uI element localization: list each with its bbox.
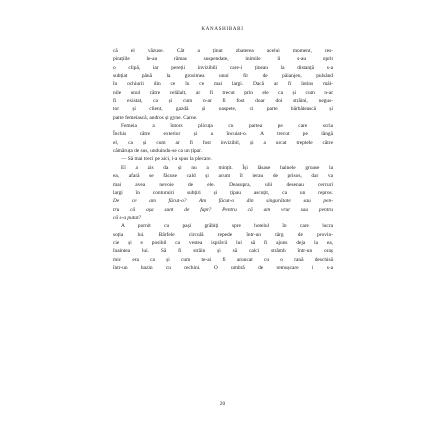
text-line: El a zis da și nu a mințit. Își lăsase hainele groase la [121,164,333,171]
text-line: mic era ca și cum te-ai fi aruncat cu o rană deschisă [113,256,333,263]
text-line: mai avea nevoie de ele. Deasupra, ulii desenau cercuri [113,181,333,188]
text-line: el, ca și cum ar fi fost invizibil, și a urcat treptele către [113,139,333,146]
running-header: KANASHIBARI [201,27,244,32]
text-line: că el văzuse. Cât a ținut zbaterea acelui moment, res- [113,48,333,54]
text-line: cie și e posibil ca vestea isprăvii lui să fi ajuns deja la ea, [113,239,333,246]
text-line: soția lui. Bârfele circulă repede într-un târg de provin- [113,231,333,238]
text-line: ea, afară se făcuse cald și acum îl ierau de prisos, dar va [113,173,333,180]
text-line: tor și client, gazdă și oaspete, ci parte bărbătească și [113,106,333,113]
text-line: fi existat, ca și cum n-ar fi fost doar doi străini, negus- [113,98,333,105]
text-line: largi în conturuiri subțiri și țipau ascuțit, ca un repros. [113,189,333,196]
text-line: în ochiurii din ce în ce mai largi. Dacă ar fi întins mâi- [113,81,333,88]
text-line: că s-a putut? [113,214,142,221]
text-line: parte femeiască, andros și gyne. Carne. [113,114,198,121]
page-number: 20 [219,401,226,407]
text-line: Închis către exterior și a încuiat-o. A trecut pe lângă [113,131,333,138]
text-line: nile unul către celălalt, ar fi trecut prin ele ca și cum n-ar [113,89,333,96]
body-text [113,47,333,272]
text-line: o clipă, iar pereții invizibili care-i țineau la distanță s-a [113,64,333,71]
text-line: într-un bazin cu rechini. O umbră de remușcare i s-a [113,264,333,271]
text-line: De ce am făcut-o? Am făcut-o din singurătate sau pen- [113,198,333,205]
text-line: cămăruța de sus, unduindu-se ca un țipar. [113,148,202,155]
text-line: Femeia a întors plicuța cu partea pe care scria [121,123,333,130]
text-line: A pornit cu pași grăbiți spre hotelul în care lucra [121,223,333,230]
text-line: pirațiile le-au rămas suspendate, inimile li s-au oprit [113,56,333,63]
text-line: înaintea lui. Să fi străin și să calci strâmb într-un oraș [113,248,333,255]
text-line: — Să mai treci pe aici, i-a spus la plecare. [121,156,212,163]
text-line: tru că așa sunt de fapt? Pentru că am vrut sau pentru [113,206,333,213]
text-line: subțiat până la grosimea unui fir de păianjen, pulsând [113,73,333,80]
